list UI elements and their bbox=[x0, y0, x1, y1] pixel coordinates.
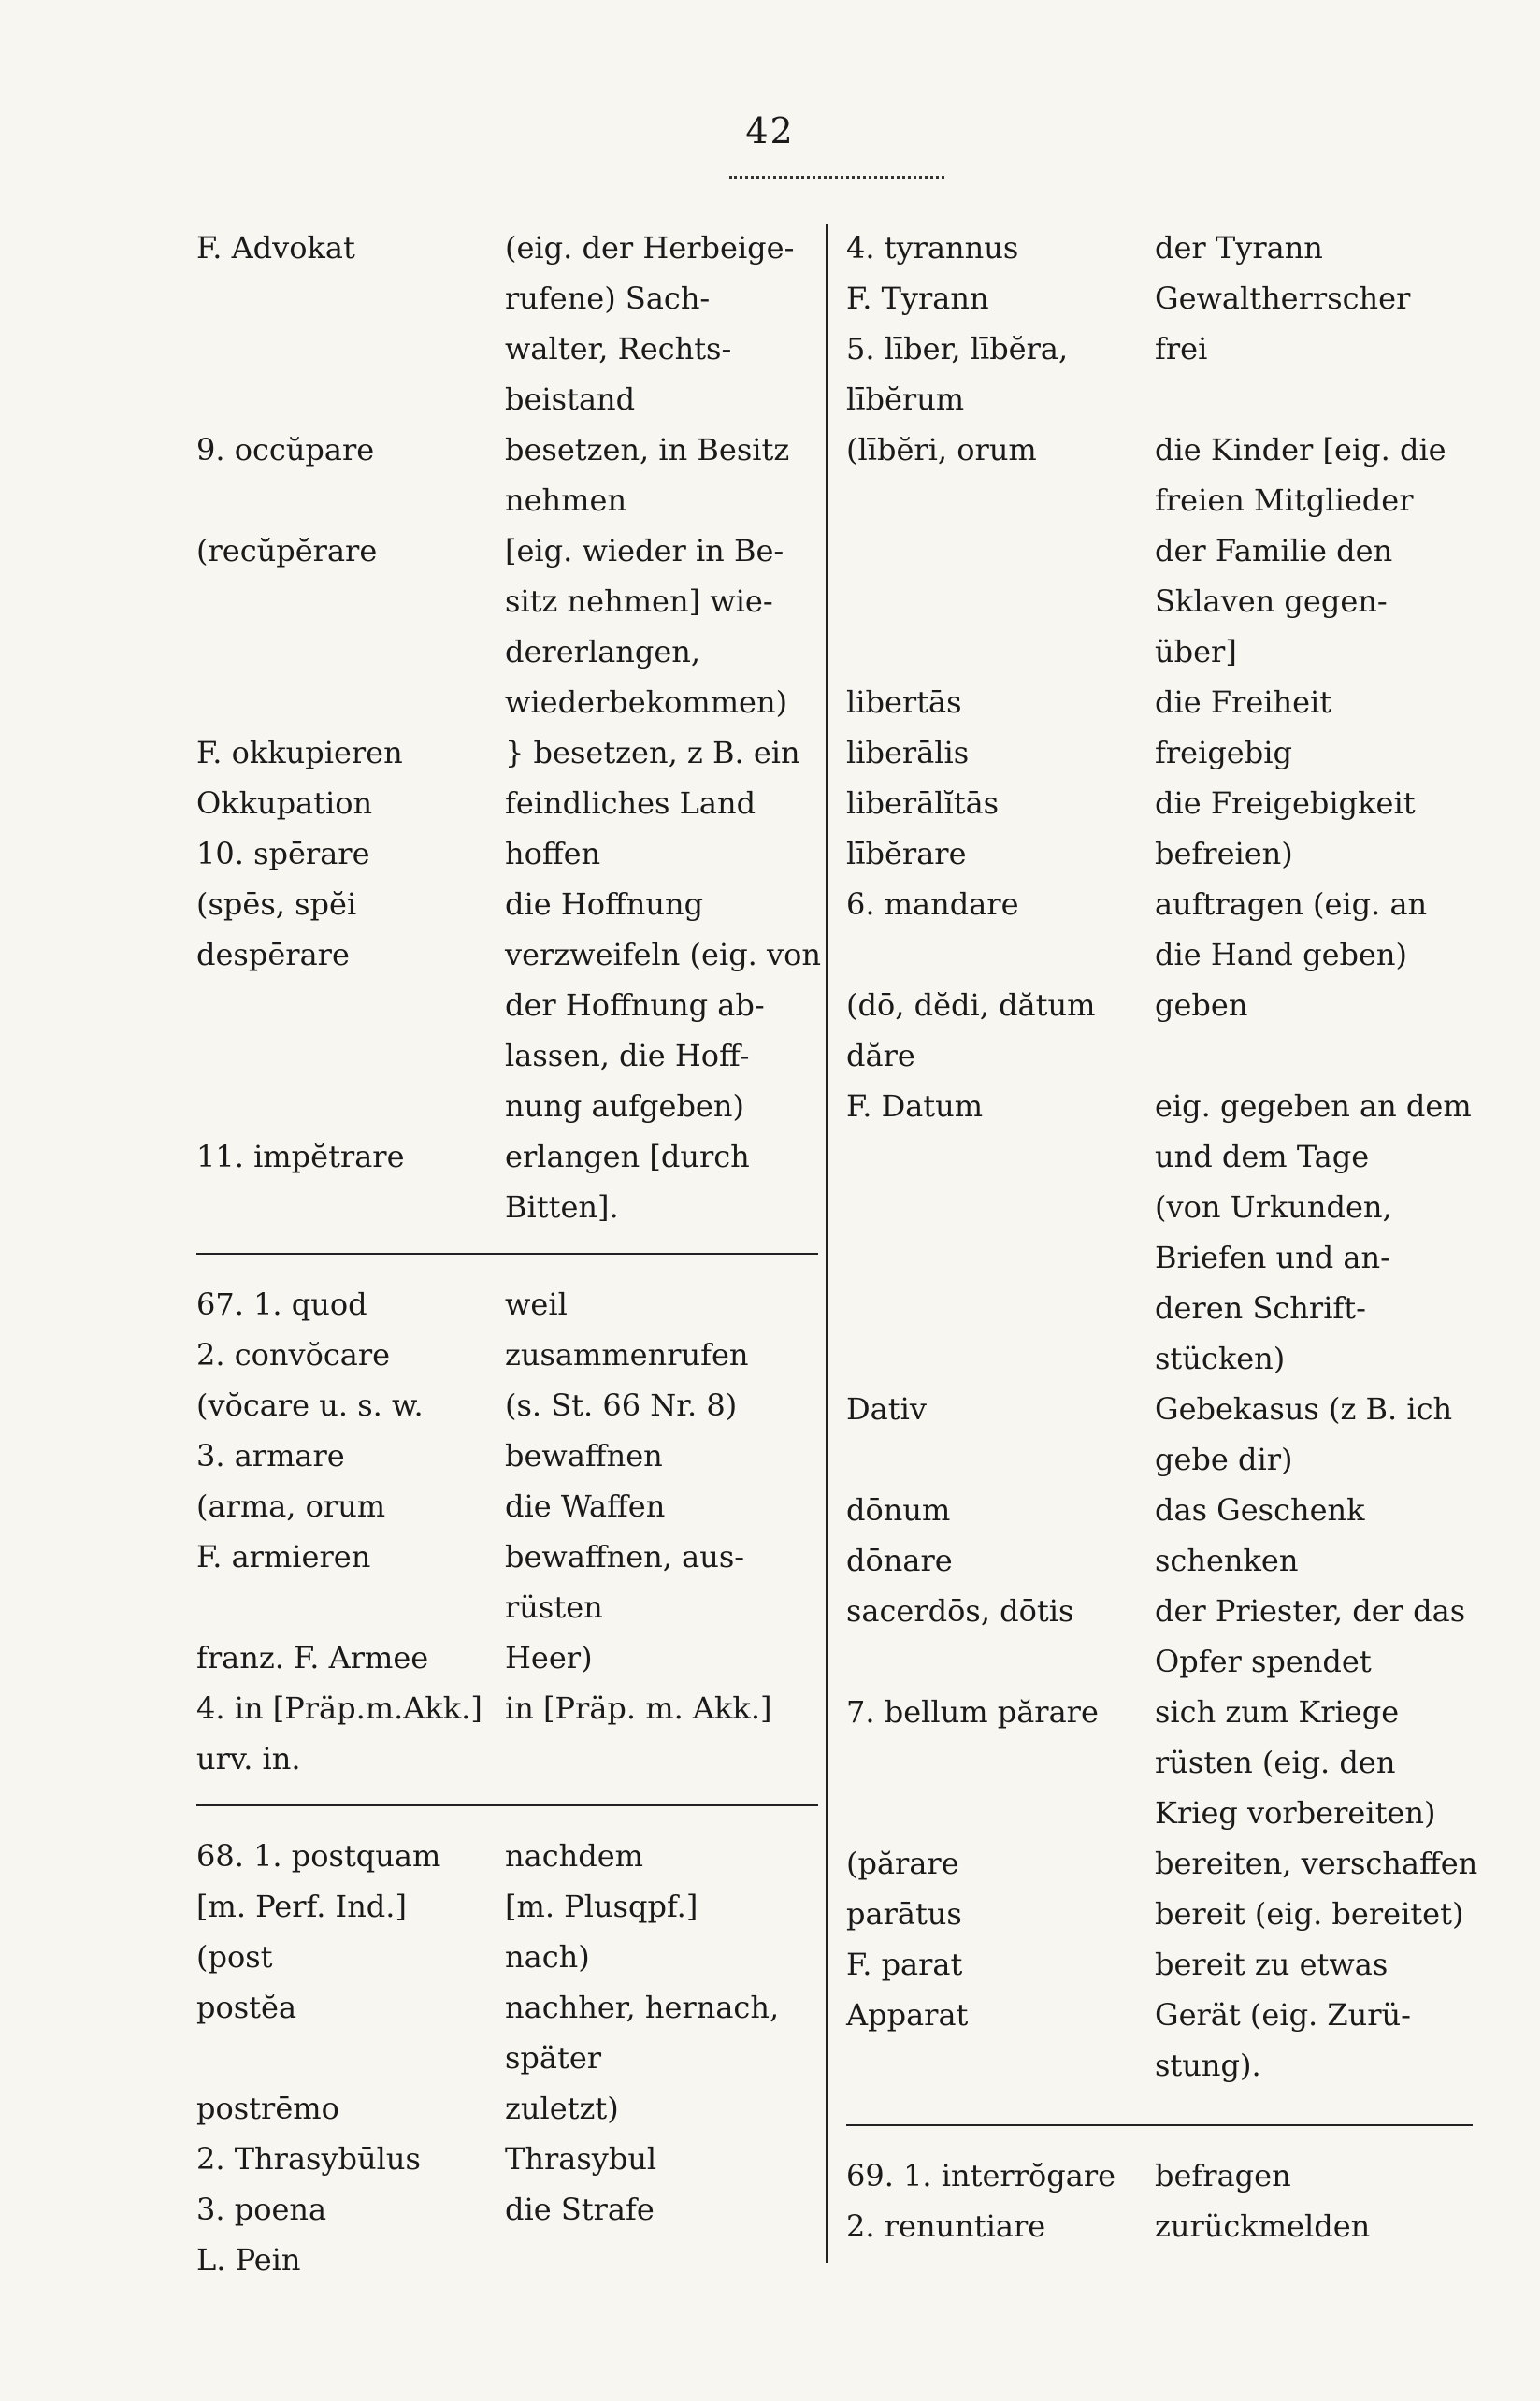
vocab-entry bbox=[196, 2235, 818, 2285]
german-meaning: befragen bbox=[1155, 2158, 1291, 2193]
latin-term bbox=[846, 1283, 1155, 1333]
vocab-entry bbox=[846, 828, 1473, 879]
latin-term bbox=[846, 1182, 1155, 1232]
german-meaning: befreien) bbox=[1155, 836, 1293, 871]
latin-term: dōnum bbox=[846, 1492, 951, 1528]
latin-term: dăre bbox=[846, 1038, 915, 1073]
vocab-entry bbox=[846, 2150, 1473, 2201]
german-meaning: Opfer spendet bbox=[1155, 1644, 1372, 1679]
german-meaning: [m. Plusqpf.] bbox=[505, 1889, 698, 1924]
latin-term bbox=[846, 1434, 1155, 1485]
latin-term bbox=[196, 1081, 505, 1131]
latin-term: F. Tyrann bbox=[846, 280, 989, 316]
german-meaning: sitz nehmen] wie- bbox=[505, 583, 773, 619]
latin-term bbox=[846, 1232, 1155, 1283]
german-meaning: Gebekasus (z B. ich bbox=[1155, 1391, 1453, 1427]
latin-term bbox=[846, 1737, 1155, 1788]
vocab-entry bbox=[846, 1182, 1473, 1232]
german-meaning: erlangen [durch bbox=[505, 1139, 750, 1174]
german-meaning: besetzen, in Besitz bbox=[505, 432, 790, 467]
vocab-entry bbox=[196, 1330, 818, 1380]
german-meaning: deren Schrift- bbox=[1155, 1290, 1366, 1326]
german-meaning: } besetzen, z B. ein bbox=[505, 735, 800, 770]
vocab-entry bbox=[846, 2040, 1473, 2091]
german-meaning: beistand bbox=[505, 381, 636, 417]
vocab-entry bbox=[846, 1838, 1478, 1889]
right-block-1 bbox=[846, 223, 1478, 2091]
german-meaning: stung). bbox=[1155, 2048, 1261, 2083]
latin-term bbox=[846, 929, 1155, 980]
vocab-entry bbox=[196, 1081, 818, 1131]
german-meaning: und dem Tage bbox=[1155, 1139, 1370, 1174]
vocab-entry bbox=[846, 323, 1473, 374]
latin-term: 10. spērare bbox=[196, 836, 370, 871]
german-meaning: feindliches Land bbox=[505, 785, 756, 821]
german-meaning: rüsten bbox=[505, 1589, 603, 1625]
german-meaning: Heer) bbox=[505, 1640, 593, 1675]
vocab-entry bbox=[846, 273, 1473, 323]
german-meaning: wiederbekommen) bbox=[505, 684, 788, 720]
german-meaning bbox=[1155, 374, 1473, 424]
german-meaning: dererlangen, bbox=[505, 634, 701, 669]
latin-term: L. Pein bbox=[196, 2242, 301, 2278]
vocab-entry bbox=[846, 879, 1473, 929]
latin-term: (părare bbox=[846, 1846, 959, 1881]
vocab-entry bbox=[846, 223, 1473, 273]
latin-term: postrēmo bbox=[196, 2091, 339, 2126]
latin-term: Okkupation bbox=[196, 785, 373, 821]
vocab-entry bbox=[846, 475, 1473, 525]
german-meaning: (eig. der Herbeige- bbox=[505, 230, 795, 266]
german-meaning: nachher, hernach, bbox=[505, 1990, 780, 2025]
german-meaning: (s. St. 66 Nr. 8) bbox=[505, 1387, 738, 1423]
german-meaning: rufene) Sach- bbox=[505, 280, 711, 316]
latin-term: (vŏcare u. s. w. bbox=[196, 1387, 424, 1423]
german-meaning: sich zum Kriege bbox=[1155, 1694, 1400, 1730]
latin-term: 5. līber, lībĕra, bbox=[846, 331, 1069, 367]
german-meaning: frei bbox=[1155, 331, 1208, 367]
german-meaning: der Hoffnung ab- bbox=[505, 987, 765, 1023]
vocab-entry bbox=[196, 1131, 818, 1182]
vocab-entry bbox=[846, 1788, 1473, 1838]
vocab-entry bbox=[846, 1687, 1473, 1737]
latin-term bbox=[196, 980, 505, 1030]
vocab-entry bbox=[196, 879, 818, 929]
column-divider bbox=[826, 224, 828, 2263]
latin-term bbox=[196, 1030, 505, 1081]
vocab-entry bbox=[196, 1683, 818, 1733]
vocab-entry bbox=[846, 929, 1473, 980]
latin-term bbox=[846, 576, 1155, 626]
german-meaning: zuletzt) bbox=[505, 2091, 619, 2126]
german-meaning: nung aufgeben) bbox=[505, 1088, 744, 1124]
german-meaning: Briefen und an- bbox=[1155, 1240, 1390, 1275]
left-block-3 bbox=[196, 1831, 818, 2285]
german-meaning: weil bbox=[505, 1287, 568, 1322]
german-meaning bbox=[505, 1733, 818, 1784]
latin-term: parātus bbox=[846, 1896, 962, 1932]
latin-term: franz. F. Armee bbox=[196, 1640, 429, 1675]
latin-term bbox=[196, 374, 505, 424]
latin-term: (post bbox=[196, 1939, 273, 1975]
vocab-entry bbox=[846, 980, 1473, 1030]
latin-term: 3. poena bbox=[196, 2192, 327, 2227]
vocab-entry bbox=[846, 576, 1473, 626]
vocab-entry bbox=[196, 929, 821, 980]
vocab-entry bbox=[846, 1434, 1473, 1485]
page-number: 42 bbox=[745, 110, 795, 151]
vocab-entry bbox=[846, 778, 1473, 828]
german-meaning: später bbox=[505, 2040, 602, 2076]
german-meaning: nachdem bbox=[505, 1838, 643, 1874]
latin-term: 2. renuntiare bbox=[846, 2208, 1046, 2244]
latin-term: 2. Thrasybūlus bbox=[196, 2141, 421, 2177]
vocab-entry bbox=[846, 1636, 1473, 1687]
latin-term bbox=[196, 677, 505, 727]
vocab-entry bbox=[196, 2184, 818, 2235]
german-meaning: lassen, die Hoff- bbox=[505, 1038, 750, 1073]
latin-term bbox=[846, 1788, 1155, 1838]
latin-term: F. parat bbox=[846, 1947, 963, 1982]
german-meaning: der Tyrann bbox=[1155, 230, 1323, 266]
latin-term: 67. 1. quod bbox=[196, 1287, 367, 1322]
latin-term: 9. occŭpare bbox=[196, 432, 375, 467]
vocab-entry bbox=[846, 1283, 1473, 1333]
latin-term: liberālĭtās bbox=[846, 785, 1000, 821]
german-meaning: freien Mitglieder bbox=[1155, 482, 1414, 518]
right-column bbox=[846, 223, 1478, 2251]
section-rule bbox=[196, 1253, 818, 1255]
german-meaning: verzweifeln (eig. von bbox=[505, 937, 821, 972]
vocab-entry bbox=[846, 1030, 1473, 1081]
latin-term: 68. 1. postquam bbox=[196, 1838, 441, 1874]
right-block-2 bbox=[846, 2150, 1473, 2251]
vocab-entry bbox=[846, 424, 1473, 475]
latin-term: 6. mandare bbox=[846, 886, 1019, 922]
german-meaning: die Hand geben) bbox=[1155, 937, 1408, 972]
german-meaning: die Waffen bbox=[505, 1488, 666, 1524]
german-meaning: nach) bbox=[505, 1939, 590, 1975]
latin-term bbox=[846, 525, 1155, 576]
vocab-entry bbox=[196, 1431, 818, 1481]
german-meaning: die Kinder [eig. die bbox=[1155, 432, 1446, 467]
latin-term: lībĕrum bbox=[846, 381, 965, 417]
german-meaning: der Priester, der das bbox=[1155, 1593, 1466, 1629]
german-meaning: bereit zu etwas bbox=[1155, 1947, 1389, 1982]
vocab-entry bbox=[196, 424, 818, 475]
latin-term bbox=[846, 1636, 1155, 1687]
german-meaning: Gewaltherrscher bbox=[1155, 280, 1411, 316]
vocab-entry bbox=[846, 2201, 1473, 2251]
latin-term: 2. convŏcare bbox=[196, 1337, 391, 1373]
left-block-1 bbox=[196, 223, 821, 1232]
latin-term bbox=[846, 1131, 1155, 1182]
german-meaning: schenken bbox=[1155, 1543, 1299, 1578]
vocab-entry bbox=[196, 828, 818, 879]
vocab-entry bbox=[846, 1889, 1473, 1939]
vocab-entry bbox=[196, 374, 818, 424]
latin-term bbox=[846, 626, 1155, 677]
left-column bbox=[196, 223, 821, 2285]
vocab-entry bbox=[196, 778, 818, 828]
vocab-entry bbox=[846, 525, 1473, 576]
latin-term bbox=[846, 1333, 1155, 1384]
latin-term: despērare bbox=[196, 937, 350, 972]
latin-term: (recŭpĕrare bbox=[196, 533, 378, 568]
vocab-entry bbox=[196, 2134, 818, 2184]
german-meaning: bereit (eig. bereitet) bbox=[1155, 1896, 1464, 1932]
latin-term: postĕa bbox=[196, 1990, 297, 2025]
vocab-entry bbox=[846, 1333, 1473, 1384]
vocab-entry bbox=[846, 727, 1473, 778]
german-meaning: nehmen bbox=[505, 482, 627, 518]
latin-term: (spēs, spĕi bbox=[196, 886, 357, 922]
latin-term bbox=[196, 2033, 505, 2083]
vocab-entry bbox=[846, 1586, 1473, 1636]
german-meaning: stücken) bbox=[1155, 1341, 1286, 1376]
latin-term: 3. armare bbox=[196, 1438, 345, 1474]
vocab-entry bbox=[196, 1932, 818, 1982]
latin-term bbox=[196, 626, 505, 677]
german-meaning: (von Urkunden, bbox=[1155, 1189, 1392, 1225]
vocab-entry bbox=[196, 980, 818, 1030]
vocab-entry bbox=[196, 2083, 818, 2134]
german-meaning: [eig. wieder in Be- bbox=[505, 533, 784, 568]
vocab-entry bbox=[846, 1939, 1473, 1990]
german-meaning: eig. gegeben an dem bbox=[1155, 1088, 1472, 1124]
vocab-entry bbox=[196, 323, 818, 374]
section-rule bbox=[196, 1804, 818, 1806]
german-meaning: über] bbox=[1155, 634, 1237, 669]
vocab-entry bbox=[846, 626, 1473, 677]
german-meaning: freigebig bbox=[1155, 735, 1292, 770]
latin-term bbox=[196, 1182, 505, 1232]
latin-term bbox=[196, 576, 505, 626]
latin-term: Apparat bbox=[846, 1997, 969, 2033]
latin-term: F. armieren bbox=[196, 1539, 371, 1574]
vocab-entry bbox=[846, 1535, 1473, 1586]
german-meaning: das Geschenk bbox=[1155, 1492, 1365, 1528]
vocab-entry bbox=[196, 1279, 818, 1330]
vocab-entry bbox=[196, 2033, 818, 2083]
vocab-entry bbox=[196, 677, 818, 727]
latin-term: F. Datum bbox=[846, 1088, 984, 1124]
german-meaning: die Hoffnung bbox=[505, 886, 704, 922]
latin-term bbox=[196, 475, 505, 525]
latin-term: Dativ bbox=[846, 1391, 927, 1427]
german-meaning bbox=[1155, 1030, 1473, 1081]
latin-term: dōnare bbox=[846, 1543, 953, 1578]
vocab-entry bbox=[196, 273, 818, 323]
german-meaning: bewaffnen bbox=[505, 1438, 663, 1474]
vocab-entry bbox=[196, 1831, 818, 1881]
latin-term: urv. in. bbox=[196, 1741, 301, 1776]
vocab-entry bbox=[196, 1881, 818, 1932]
latin-term: sacerdōs, dōtis bbox=[846, 1593, 1074, 1629]
latin-term: 4. in [Präp.m.Akk.] bbox=[196, 1690, 482, 1726]
latin-term: (lībĕri, orum bbox=[846, 432, 1037, 467]
latin-term: 11. impĕtrare bbox=[196, 1139, 405, 1174]
vocab-entry bbox=[196, 1531, 818, 1582]
vocab-entry bbox=[196, 1632, 818, 1683]
latin-term bbox=[846, 475, 1155, 525]
vocab-entry bbox=[846, 1990, 1473, 2040]
vocab-entry bbox=[196, 727, 818, 778]
german-meaning: bewaffnen, aus- bbox=[505, 1539, 745, 1574]
vocab-entry bbox=[196, 1982, 818, 2033]
german-meaning: Bitten]. bbox=[505, 1189, 619, 1225]
german-meaning: Sklaven gegen- bbox=[1155, 583, 1388, 619]
latin-term bbox=[846, 2040, 1155, 2091]
vocab-entry bbox=[196, 1733, 818, 1784]
latin-term: 4. tyrannus bbox=[846, 230, 1019, 266]
latin-term: (dō, dĕdi, dătum bbox=[846, 987, 1096, 1023]
german-meaning: hoffen bbox=[505, 836, 601, 871]
vocab-entry bbox=[196, 223, 818, 273]
german-meaning: gebe dir) bbox=[1155, 1442, 1293, 1477]
latin-term: 69. 1. interrŏgare bbox=[846, 2158, 1116, 2193]
vocab-entry bbox=[196, 1481, 818, 1531]
german-meaning: Gerät (eig. Zurü- bbox=[1155, 1997, 1411, 2033]
vocab-entry bbox=[196, 1582, 818, 1632]
latin-term: F. Advokat bbox=[196, 230, 355, 266]
latin-term: F. okkupieren bbox=[196, 735, 403, 770]
latin-term: 7. bellum părare bbox=[846, 1694, 1099, 1730]
latin-term bbox=[196, 1582, 505, 1632]
vocab-entry bbox=[196, 1380, 818, 1431]
german-meaning: in [Präp. m. Akk.] bbox=[505, 1690, 772, 1726]
section-rule bbox=[846, 2124, 1473, 2126]
german-meaning: bereiten, verschaffen bbox=[1155, 1846, 1478, 1881]
german-meaning: die Freiheit bbox=[1155, 684, 1332, 720]
german-meaning: Thrasybul bbox=[505, 2141, 657, 2177]
vocab-entry bbox=[196, 475, 818, 525]
vocab-entry bbox=[846, 374, 1473, 424]
german-meaning: auftragen (eig. an bbox=[1155, 886, 1428, 922]
vocab-entry bbox=[846, 1485, 1473, 1535]
vocab-entry bbox=[846, 1131, 1473, 1182]
german-meaning: geben bbox=[1155, 987, 1248, 1023]
vocab-entry bbox=[196, 1030, 818, 1081]
german-meaning: zurückmelden bbox=[1155, 2208, 1371, 2244]
vocab-entry bbox=[196, 1182, 818, 1232]
vocab-entry bbox=[846, 1737, 1473, 1788]
latin-term: (arma, orum bbox=[196, 1488, 386, 1524]
latin-term bbox=[196, 323, 505, 374]
latin-term: lībĕrare bbox=[846, 836, 967, 871]
latin-term: liberālis bbox=[846, 735, 970, 770]
german-meaning: Krieg vorbereiten) bbox=[1155, 1795, 1436, 1831]
vocab-entry bbox=[846, 1232, 1473, 1283]
left-block-2 bbox=[196, 1279, 818, 1784]
vocab-entry bbox=[846, 1081, 1473, 1131]
latin-term: libertās bbox=[846, 684, 962, 720]
german-meaning: die Strafe bbox=[505, 2192, 655, 2227]
vocab-entry bbox=[196, 626, 818, 677]
german-meaning: rüsten (eig. den bbox=[1155, 1745, 1396, 1780]
vocab-entry bbox=[196, 525, 818, 576]
german-meaning: zusammenrufen bbox=[505, 1337, 749, 1373]
german-meaning: der Familie den bbox=[1155, 533, 1393, 568]
german-meaning: die Freigebigkeit bbox=[1155, 785, 1416, 821]
latin-term bbox=[196, 273, 505, 323]
vocab-entry bbox=[846, 677, 1473, 727]
german-meaning: walter, Rechts- bbox=[505, 331, 732, 367]
page-number-ornament bbox=[729, 168, 944, 179]
vocab-entry bbox=[196, 576, 818, 626]
latin-term: [m. Perf. Ind.] bbox=[196, 1889, 407, 1924]
german-meaning bbox=[505, 2235, 818, 2285]
vocab-entry bbox=[846, 1384, 1473, 1434]
